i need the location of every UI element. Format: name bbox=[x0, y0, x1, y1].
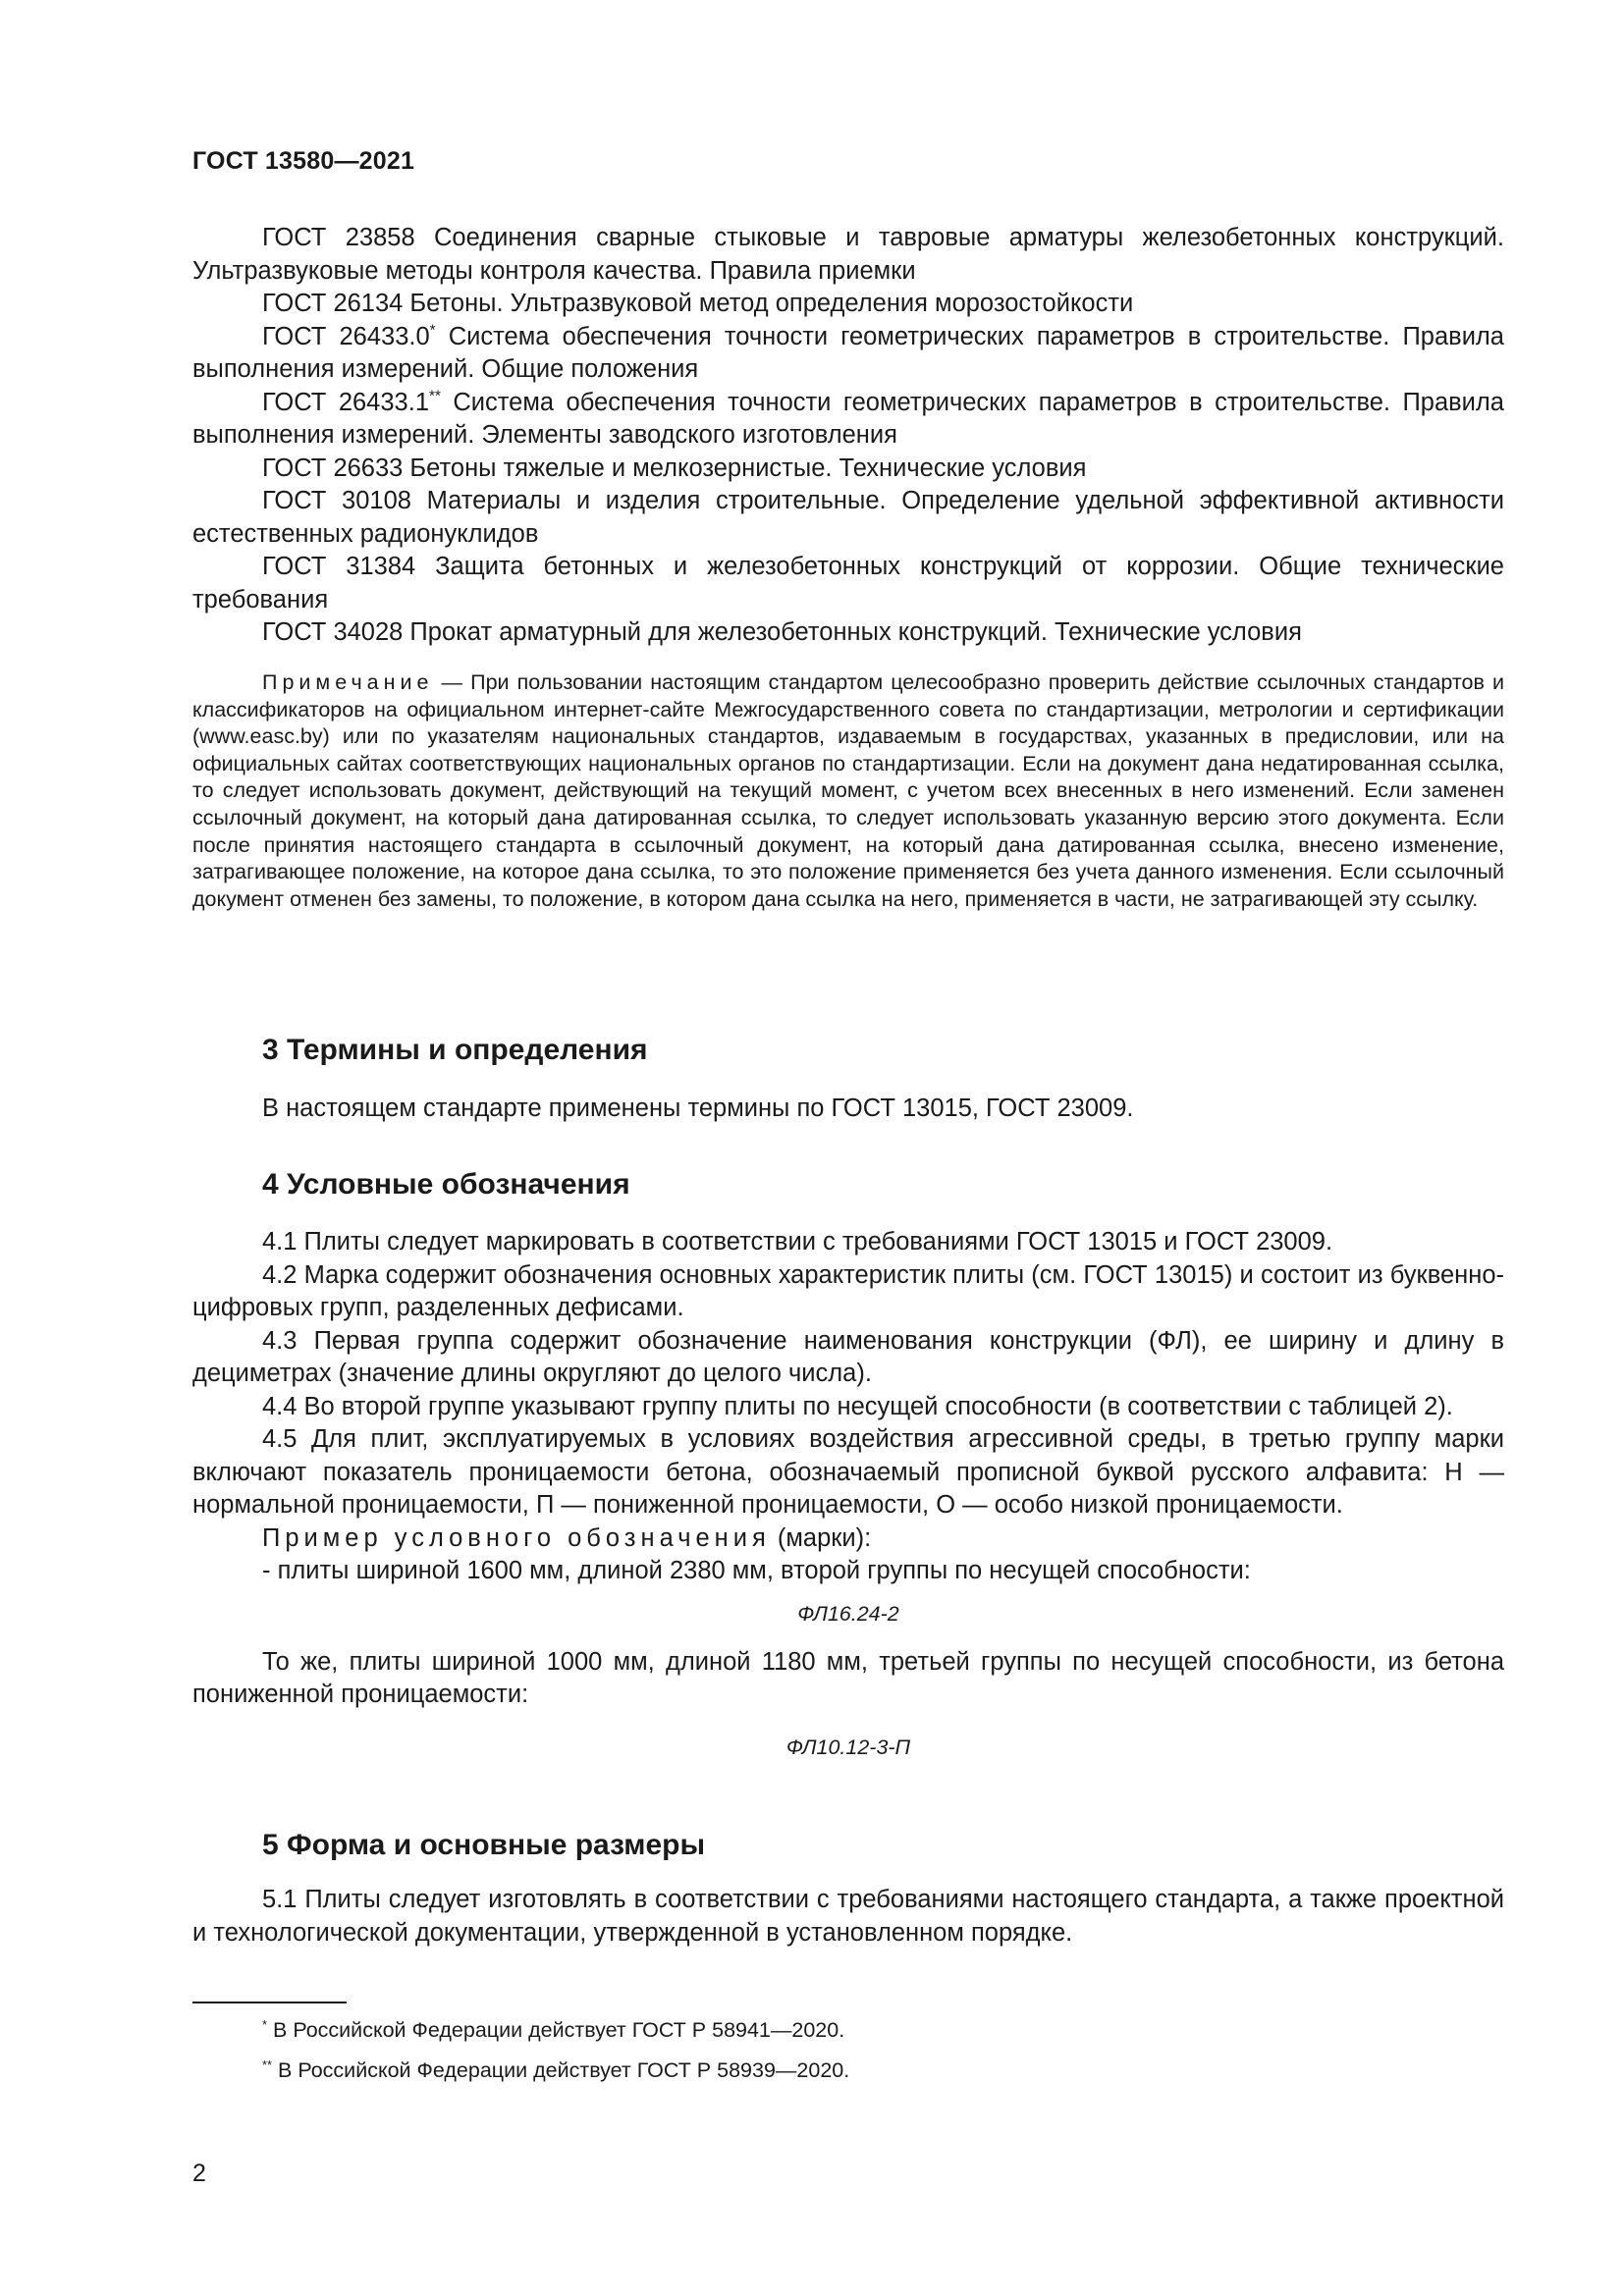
example-1-code: ФЛ16.24-2 bbox=[797, 1601, 899, 1626]
example-2-code: ФЛ10.12-3-П bbox=[785, 1735, 911, 1759]
clause-5-1: 5.1 Плиты следует изготовлять в соответствии с требованиями настоящего стандарта, а также проектной и технологической документации, утвержденной в установленном порядке. bbox=[192, 1886, 1504, 1947]
footnote-marker: * bbox=[429, 322, 436, 339]
footnote bbox=[262, 2014, 849, 2047]
example-label: Пример условного обозначения bbox=[262, 1523, 771, 1552]
reference-item: ГОСТ 26633 Бетоны тяжелые и мелкозернистые. Технические условия bbox=[262, 454, 1087, 482]
clause-4-3: 4.3 Первая группа содержит обозначение наименования конструкции (ФЛ), ее ширину и длину в дециметрах (значение длины округляют до целого числа). bbox=[192, 1326, 1504, 1387]
section-5-title: 5 Форма и основные размеры bbox=[262, 1829, 706, 1861]
reference-item bbox=[192, 321, 1504, 387]
footnotes bbox=[262, 2014, 849, 2095]
reference-code: ГОСТ 26433.1 bbox=[262, 388, 429, 416]
section-4-title: 4 Условные обозначения bbox=[262, 1168, 630, 1201]
footnote-marker: ** bbox=[262, 2056, 273, 2072]
clause-4-4: 4.4 Во второй группе указывают группу плиты по несущей способности (в соответствии с таблицей 2). bbox=[262, 1392, 1453, 1420]
footnote-text: В Российской Федерации действует ГОСТ Р 58939—2020. bbox=[272, 2058, 850, 2082]
example-1-text: - плиты шириной 1600 мм, длиной 2380 мм, второй группы по несущей способности: bbox=[262, 1557, 1251, 1584]
clause-4-2: 4.2 Марка содержит обозначения основных характеристик плиты (см. ГОСТ 13015) и состоит из буквенно-цифровых групп, разделенных дефисами. bbox=[192, 1260, 1504, 1321]
note-label: Примечание bbox=[262, 670, 434, 694]
section-3-title: 3 Термины и определения bbox=[262, 1034, 648, 1066]
clause-4-5: 4.5 Для плит, эксплуатируемых в условиях воздействия агрессивной среды, в третью группу марки включают показатель проницаемости бетона, обозначаемый прописной буквой русского алфавита: Н — нормальной проницаемости, П — пониженной проницаемости, О — особо низкой проницаемости. bbox=[192, 1425, 1504, 1519]
reference-item bbox=[192, 387, 1504, 453]
section-5-body bbox=[192, 1884, 1504, 1949]
reference-title: Система обеспечения точности геометрических параметров в строительстве. Правила выполнения измерений. Элементы заводского изготовления bbox=[192, 388, 1504, 449]
section-3-text: В настоящем стандарте применены термины по ГОСТ 13015, ГОСТ 23009. bbox=[262, 1095, 1134, 1122]
document-code-header: ГОСТ 13580—2021 bbox=[192, 147, 415, 175]
note-text: — При пользовании настоящим стандартом целесообразно проверить действие ссылочных стандартов и классификаторов на официальном интернет-сайте Межгосударственного совета по стандартизации, метрологии и сертификации (www.easc.by) или по указателям национальных стандартов, издаваемым в государствах, указанных в предисловии, или на официальных сайтах соответствующих национальных органов по стандартизации. Если на документ дана недатированная ссылка, то следует использовать документ, действующий на текущий момент, с учетом всех внесенных в него изменений. Если заменен ссылочный документ, на который дана датированная ссылка, то следует использовать указанную версию этого документа. Если после принятия настоящего стандарта в ссылочный документ, на который дана датированная ссылка, внесено изменение, затрагивающее положение, на которое дана ссылка, то это положение применяется без учета данного изменения. Если ссылочный документ отменен без замены, то положение, в котором дана ссылка на него, применяется в части, не затрагивающей эту ссылку. bbox=[192, 670, 1504, 911]
footnote-text: В Российской Федерации действует ГОСТ Р 58941—2020. bbox=[267, 2018, 845, 2042]
example-heading bbox=[192, 1522, 1504, 1556]
section-4-body bbox=[192, 1226, 1504, 1764]
footnote bbox=[262, 2055, 849, 2087]
page-number: 2 bbox=[192, 2160, 206, 2187]
references-note bbox=[192, 669, 1504, 913]
reference-item: ГОСТ 31384 Защита бетонных и железобетонных конструкций от коррозии. Общие технические требования bbox=[192, 553, 1504, 614]
reference-code: ГОСТ 26433.0 bbox=[262, 322, 430, 350]
footnote-divider bbox=[192, 2002, 347, 2003]
normative-references-list bbox=[192, 222, 1504, 650]
reference-item: ГОСТ 30108 Материалы и изделия строительные. Определение удельной эффективной активности естественных радионуклидов bbox=[192, 487, 1504, 548]
example-2-text: То же, плиты шириной 1000 мм, длиной 1180 мм, третьей группы по несущей способности, из бетона пониженной проницаемости: bbox=[192, 1647, 1504, 1708]
reference-item: ГОСТ 26134 Бетоны. Ультразвуковой метод определения морозостойкости bbox=[262, 290, 1134, 317]
reference-title: Система обеспечения точности геометрических параметров в строительстве. Правила выполнения измерений. Общие положения bbox=[192, 322, 1504, 383]
example-label-suffix: (марки): bbox=[770, 1523, 872, 1552]
footnote-marker: ** bbox=[429, 388, 441, 404]
clause-4-1: 4.1 Плиты следует маркировать в соответствии с требованиями ГОСТ 13015 и ГОСТ 23009. bbox=[262, 1228, 1333, 1255]
footnote-marker: * bbox=[262, 2016, 268, 2032]
section-3-body bbox=[192, 1093, 1504, 1126]
reference-item: ГОСТ 34028 Прокат арматурный для железобетонных конструкций. Технические условия bbox=[262, 618, 1302, 646]
reference-item: ГОСТ 23858 Соединения сварные стыковые и тавровые арматуры железобетонных конструкций. Ультразвуковые методы контроля качества. Правила приемки bbox=[192, 224, 1504, 285]
